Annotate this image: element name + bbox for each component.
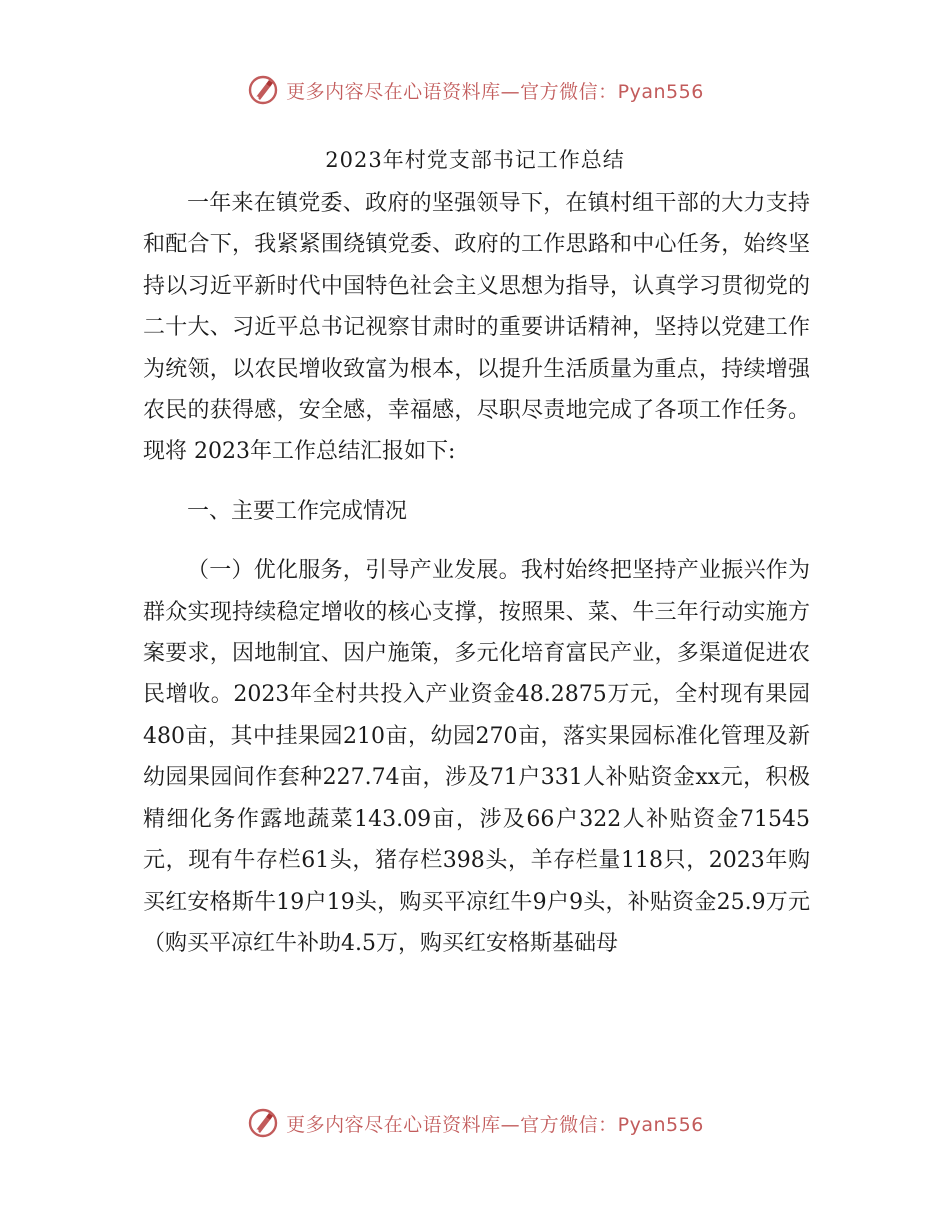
pen-seal-icon (246, 1106, 280, 1140)
pen-seal-icon (246, 73, 280, 107)
header-banner-inner (246, 73, 704, 107)
document-title: 2023年村党支部书记工作总结 (325, 148, 625, 172)
header-banner (0, 70, 950, 110)
document-body (143, 183, 810, 964)
section-heading: 一、主要工作完成情况 (187, 498, 408, 524)
header-banner-text: 更多内容尽在心语资料库—官方微信：Pyan556 (286, 80, 704, 103)
paragraph-industry: （一）优化服务，引导产业发展。我村始终把坚持产业振兴作为群众实现持续稳定增收的核心支撑，按照果、菜、牛三年行动实施方案要求，因地制宜、因户施策，多元化培育富民产业，多渠道促进农民增收。2023年全村共投入产业资金48.2875万元，全村现有果园480亩，其中挂果园210亩，幼园270亩，落实果园标准化管理及新幼园果园间作套种227.74亩，涉及71户331人补贴资金xx元，积极精细化务作露地蔬菜143.09亩，涉及66户322人补贴资金71545元，现有牛存栏61头，猪存栏398头，羊存栏量118只，2023年购买红安格斯牛19户19头，购买平凉红牛9户9头，补贴资金25.9万元（购买平凉红牛补助4.5万，购买红安格斯基础母 (143, 558, 810, 956)
footer-banner-inner (246, 1106, 704, 1140)
footer-banner-text: 更多内容尽在心语资料库—官方微信：Pyan556 (286, 1113, 704, 1136)
paragraph-intro: 一年来在镇党委、政府的坚强领导下，在镇村组干部的大力支持和配合下，我紧紧围绕镇党委、政府的工作思路和中心任务，始终坚持以习近平新时代中国特色社会主义思想为指导，认真学习贯彻党的二十大、习近平总书记视察甘肃时的重要讲话精神，坚持以党建工作为统领，以农民增收致富为根本，以提升生活质量为重点，持续增强农民的获得感，安全感，幸福感，尽职尽责地完成了各项工作任务。现将 2023年工作总结汇报如下: (143, 191, 810, 465)
footer-banner (0, 1103, 950, 1143)
